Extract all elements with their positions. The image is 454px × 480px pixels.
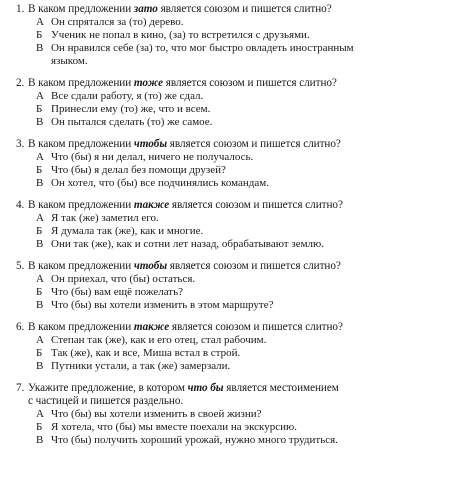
option-letter: Б [36, 225, 43, 237]
option-letter: Б [36, 286, 43, 298]
option-v[interactable] [16, 116, 444, 129]
question-keyword: также [133, 321, 170, 333]
option-letter: Б [36, 103, 43, 115]
option-text: Что (бы) вы хотели изменить в этом маршруте? [51, 299, 274, 311]
question-text [16, 260, 444, 273]
option-text: Все сдали работу, я (то) же сдал. [51, 90, 204, 102]
option-text: Он хотел, что (бы) все подчинялись командам. [51, 177, 269, 189]
question-keyword: тоже [133, 77, 164, 89]
option-text-continuation: языком. [51, 55, 88, 67]
question-keyword: чтобы [133, 138, 168, 150]
option-b[interactable] [16, 29, 444, 42]
question-7 [16, 382, 444, 447]
option-text: Ученик не попал в кино, (за) то встретился с друзьями. [51, 29, 310, 41]
option-text: Я думала так (же), как и многие. [51, 225, 204, 237]
option-a[interactable] [16, 408, 444, 421]
question-suffix: является союзом и пишется слитно? [163, 77, 337, 89]
question-number: 3. [16, 138, 25, 150]
question-prefix: В каком предложении [28, 138, 134, 150]
option-b[interactable] [16, 347, 444, 360]
option-text: Степан так (же), как и его отец, стал рабочим. [51, 334, 267, 346]
option-text: Что (бы) вы хотели изменить в своей жизни? [51, 408, 262, 420]
option-b[interactable] [16, 103, 444, 116]
question-prefix: В каком предложении [28, 321, 134, 333]
question-keyword: чтобы [133, 260, 168, 272]
question-suffix: является союзом и пишется слитно? [169, 199, 343, 211]
option-letter: А [36, 334, 44, 346]
question-text [16, 382, 444, 408]
question-number: 6. [16, 321, 25, 333]
question-suffix: является местоимением [223, 382, 339, 394]
question-suffix: является союзом и пишется слитно? [157, 3, 332, 15]
question-3 [16, 138, 444, 190]
question-number: 2. [16, 77, 25, 89]
question-prefix: Укажите предложение, в котором [28, 382, 188, 394]
option-letter: В [36, 299, 44, 311]
option-text: Он спрятался за (то) дерево. [51, 16, 184, 28]
option-text: Он приехал, что (бы) остаться. [51, 273, 196, 285]
option-letter: В [36, 177, 44, 189]
question-1 [16, 3, 444, 68]
question-4 [16, 199, 444, 251]
option-letter: В [36, 42, 44, 54]
option-b[interactable] [16, 164, 444, 177]
option-b[interactable] [16, 286, 444, 299]
question-number: 5. [16, 260, 25, 272]
option-text: Что (бы) вам ещё пожелать? [51, 286, 183, 298]
question-prefix: В каком предложении [28, 77, 134, 89]
option-v[interactable] [16, 42, 444, 68]
option-v[interactable] [16, 299, 444, 312]
option-letter: А [36, 408, 44, 420]
option-letter: В [36, 360, 44, 372]
option-text: Что (бы) получить хороший урожай, нужно много трудиться. [51, 434, 338, 446]
option-letter: А [36, 212, 44, 224]
option-a[interactable] [16, 273, 444, 286]
option-text: Он нравился себе (за) то, что мог быстро овладеть иностранным [51, 42, 354, 54]
question-keyword: что бы [187, 382, 224, 394]
option-b[interactable] [16, 225, 444, 238]
question-suffix: является союзом и пишется слитно? [169, 321, 343, 333]
option-letter: Б [36, 164, 43, 176]
question-text [16, 138, 444, 151]
option-letter: А [36, 151, 44, 163]
option-letter: В [36, 434, 44, 446]
question-prefix: В каком предложении [28, 199, 134, 211]
option-letter: В [36, 238, 44, 250]
option-letter: А [36, 273, 44, 285]
question-suffix: является союзом и пишется слитно? [167, 260, 341, 272]
option-text: Он пытался сделать (то) же самое. [51, 116, 213, 128]
question-number: 4. [16, 199, 25, 211]
question-text [16, 3, 444, 16]
question-keyword: зато [133, 3, 158, 15]
option-v[interactable] [16, 177, 444, 190]
option-text: Путники устали, а так (же) замерзали. [51, 360, 231, 372]
option-a[interactable] [16, 334, 444, 347]
question-number: 1. [16, 3, 25, 15]
question-suffix: является союзом и пишется слитно? [167, 138, 341, 150]
option-v[interactable] [16, 238, 444, 251]
question-text [16, 321, 444, 334]
option-letter: Б [36, 347, 43, 359]
option-text: Они так (же), как и сотни лет назад, обрабатывают землю. [51, 238, 325, 250]
option-letter: Б [36, 421, 43, 433]
option-text: Я так (же) заметил его. [51, 212, 159, 224]
option-a[interactable] [16, 90, 444, 103]
option-letter: Б [36, 29, 43, 41]
question-prefix: В каком предложении [28, 260, 134, 272]
option-b[interactable] [16, 421, 444, 434]
option-v[interactable] [16, 434, 444, 447]
question-2 [16, 77, 444, 129]
question-text-continuation: с частицей и пишется раздельно. [28, 395, 184, 407]
option-text: Я хотела, что (бы) мы вместе поехали на экскурсию. [51, 421, 297, 433]
option-letter: А [36, 16, 44, 28]
question-prefix: В каком предложении [28, 3, 134, 15]
question-6 [16, 321, 444, 373]
question-text [16, 199, 444, 212]
question-keyword: также [133, 199, 170, 211]
option-a[interactable] [16, 16, 444, 29]
option-a[interactable] [16, 151, 444, 164]
question-text [16, 77, 444, 90]
option-text: Что (бы) я ни делал, ничего не получалось. [51, 151, 254, 163]
option-letter: В [36, 116, 44, 128]
option-letter: А [36, 90, 44, 102]
question-5 [16, 260, 444, 312]
option-text: Принесли ему (то) же, что и всем. [51, 103, 211, 115]
option-text: Так (же), как и все, Миша встал в строй. [51, 347, 241, 359]
question-number: 7. [16, 382, 25, 394]
option-text: Что (бы) я делал без помощи друзей? [51, 164, 226, 176]
option-a[interactable] [16, 212, 444, 225]
option-v[interactable] [16, 360, 444, 373]
